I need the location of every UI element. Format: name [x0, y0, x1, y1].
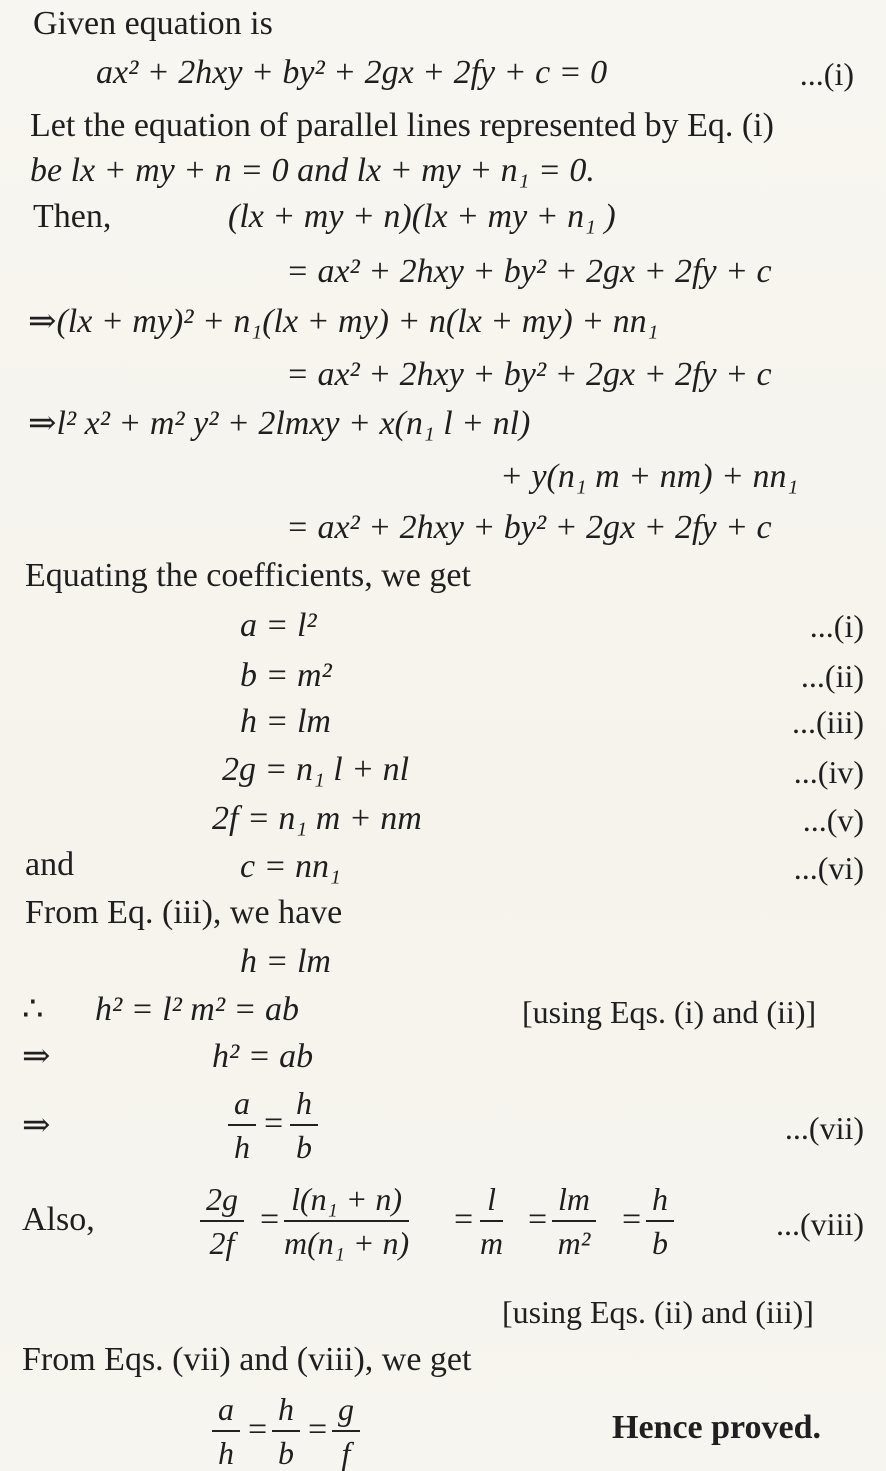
fraction-numerator: l	[480, 1182, 503, 1222]
coef-c: c = nn₁	[240, 848, 341, 885]
fraction-numerator: 2g	[200, 1182, 244, 1222]
h-squared-note: [using Eqs. (i) and (ii)]	[522, 994, 817, 1030]
fraction-numerator: a	[228, 1086, 256, 1126]
fraction-l-n-over-m-n	[284, 1182, 409, 1260]
final-fraction-g-over-f	[332, 1392, 360, 1470]
h-squared-expression: h² = l² m² = ab	[95, 991, 299, 1028]
viii-note: [using Eqs. (ii) and (iii)]	[502, 1294, 814, 1330]
final-fraction-a-over-h	[212, 1392, 240, 1470]
final-fraction-h-over-b	[272, 1392, 300, 1470]
let-line-2: be lx + my + n = 0 and lx + my + n₁ = 0.	[30, 152, 595, 189]
step2-rhs: = ax² + 2hxy + by² + 2gx + 2fy + c	[286, 356, 772, 393]
main-equation-tag: ...(i)	[799, 56, 854, 92]
coef-2f-tag: ...(v)	[802, 802, 864, 838]
let-line-1: Let the equation of parallel lines represented by Eq. (i)	[30, 107, 774, 144]
intro-text: Given equation is	[33, 5, 273, 42]
equals-sign: =	[528, 1201, 548, 1238]
fraction-denominator: m²	[557, 1225, 591, 1261]
equals-sign: =	[622, 1201, 642, 1238]
fraction-denominator: m(n₁ + n)	[284, 1225, 410, 1261]
fraction-h-over-b-2	[646, 1182, 674, 1260]
fraction-numerator: l(n₁ + n)	[284, 1182, 409, 1222]
step3-continuation: + y(n₁ m + nm) + nn₁	[500, 458, 799, 495]
from-iii-text: From Eq. (iii), we have	[25, 894, 343, 931]
fraction-denominator: h	[234, 1129, 250, 1165]
fraction-numerator: h	[290, 1086, 318, 1126]
ratio-vii-tag: ...(vii)	[784, 1110, 864, 1146]
fraction-denominator: b	[278, 1435, 294, 1471]
fraction-numerator: lm	[552, 1182, 596, 1222]
equals-sign: =	[308, 1411, 328, 1448]
coef-2g: 2g = n₁ l + nl	[222, 751, 410, 788]
implies-symbol-1: ⇒	[22, 1038, 51, 1075]
coef-and-label: and	[25, 846, 75, 883]
then-expression: (lx + my + n)(lx + my + n₁ )	[228, 198, 616, 235]
fraction-numerator: h	[646, 1182, 674, 1222]
coef-h: h = lm	[240, 703, 331, 740]
fraction-h-over-b	[290, 1086, 318, 1164]
coef-h-tag: ...(iii)	[792, 704, 864, 740]
fraction-denominator: b	[296, 1129, 312, 1165]
then-rhs: = ax² + 2hxy + by² + 2gx + 2fy + c	[286, 253, 772, 290]
hence-proved: Hence proved.	[612, 1409, 822, 1446]
fraction-numerator: a	[212, 1392, 240, 1432]
h-squared-ab: h² = ab	[212, 1038, 314, 1075]
coef-a: a = l²	[240, 607, 317, 644]
equals-sign: =	[260, 1201, 280, 1238]
step3-lhs: ⇒l² x² + m² y² + 2lmxy + x(n₁ l + nl)	[28, 405, 531, 442]
from-vii-viii-text: From Eqs. (vii) and (viii), we get	[22, 1341, 472, 1378]
equals-sign: =	[454, 1201, 474, 1238]
fraction-a-over-h	[228, 1086, 256, 1164]
coef-2g-tag: ...(iv)	[793, 754, 864, 790]
step3-rhs: = ax² + 2hxy + by² + 2gx + 2fy + c	[286, 509, 772, 546]
implies-symbol-2: ⇒	[22, 1107, 51, 1144]
step2-lhs: ⇒(lx + my)² + n₁(lx + my) + n(lx + my) + nn₁	[28, 303, 659, 340]
coef-2f: 2f = n₁ m + nm	[212, 800, 422, 837]
fraction-denominator: h	[218, 1435, 234, 1471]
fraction-l-over-m	[480, 1182, 503, 1260]
fraction-denominator: m	[480, 1225, 504, 1261]
fraction-lm-over-m2	[552, 1182, 596, 1260]
fraction-denominator: 2f	[209, 1225, 235, 1261]
therefore-symbol: ∴	[22, 991, 44, 1028]
fraction-numerator: h	[272, 1392, 300, 1432]
fraction-denominator: f	[341, 1435, 351, 1471]
equating-text: Equating the coefficients, we get	[25, 557, 471, 594]
coef-c-tag: ...(vi)	[793, 850, 864, 886]
fraction-2g-over-2f	[200, 1182, 244, 1260]
coef-b: b = m²	[240, 657, 332, 694]
equals-sign: =	[264, 1105, 284, 1142]
also-label: Also,	[22, 1201, 95, 1238]
ratio-viii-tag: ...(viii)	[776, 1206, 864, 1242]
equals-sign: =	[248, 1411, 268, 1448]
coef-a-tag: ...(i)	[809, 608, 864, 644]
fraction-denominator: b	[652, 1225, 668, 1261]
then-label: Then,	[33, 198, 112, 235]
main-equation: ax² + 2hxy + by² + 2gx + 2fy + c = 0	[96, 54, 608, 91]
h-lm: h = lm	[240, 943, 331, 980]
fraction-numerator: g	[332, 1392, 360, 1432]
coef-b-tag: ...(ii)	[800, 658, 864, 694]
